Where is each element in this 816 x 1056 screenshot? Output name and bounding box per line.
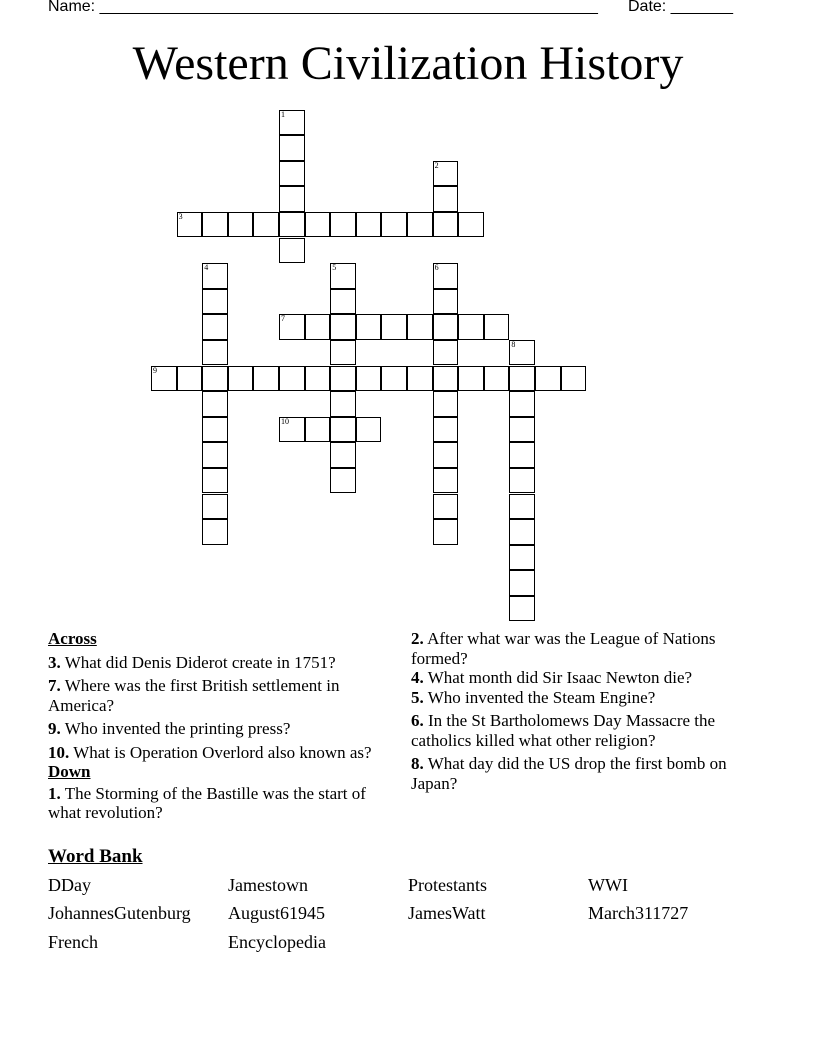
word-bank-item: August61945 <box>228 903 326 923</box>
crossword-cell[interactable] <box>305 314 331 340</box>
crossword-cell[interactable] <box>509 519 535 545</box>
crossword-cell[interactable] <box>433 494 459 520</box>
crossword-cell[interactable] <box>433 391 459 417</box>
crossword-cell[interactable] <box>228 366 254 392</box>
cell-number: 6 <box>434 263 439 273</box>
cell-number: 2 <box>434 160 439 170</box>
clue-number: 7. <box>48 676 61 695</box>
clue-number: 2. <box>411 629 424 648</box>
crossword-cell[interactable] <box>330 468 356 494</box>
date-field-label[interactable]: Date: _______ <box>628 0 733 15</box>
cell-number: 5 <box>332 263 337 273</box>
crossword-cell[interactable] <box>356 366 382 392</box>
crossword-cell[interactable] <box>330 442 356 468</box>
crossword-cell[interactable] <box>279 110 305 136</box>
clues-left-column <box>48 629 388 823</box>
clue-number: 4. <box>411 668 424 687</box>
crossword-cell[interactable] <box>279 212 305 238</box>
crossword-cell[interactable] <box>202 212 228 238</box>
crossword-cell[interactable] <box>305 212 331 238</box>
crossword-cell[interactable] <box>407 366 433 392</box>
clue-text: Who invented the printing press? <box>64 719 291 738</box>
word-bank-item: JamesWatt <box>408 903 486 923</box>
down-clue <box>411 668 751 688</box>
clue-text: Who invented the Steam Engine? <box>427 687 656 707</box>
crossword-cell[interactable] <box>202 442 228 468</box>
word-bank-item: WWI <box>588 875 628 895</box>
crossword-cell[interactable] <box>509 468 535 494</box>
crossword-cell[interactable] <box>279 417 305 443</box>
crossword-cell[interactable] <box>509 340 535 366</box>
down-clue <box>411 754 751 793</box>
crossword-cell[interactable] <box>279 186 305 212</box>
crossword-cell[interactable] <box>356 314 382 340</box>
clue-text: After what war was the League of Nations formed? <box>411 629 716 668</box>
crossword-cell[interactable] <box>433 468 459 494</box>
crossword-cell[interactable] <box>177 212 203 238</box>
crossword-cell[interactable] <box>509 570 535 596</box>
page-title: Western Civilization History <box>132 37 684 90</box>
crossword-cell[interactable] <box>202 494 228 520</box>
crossword-cell[interactable] <box>330 340 356 366</box>
crossword-cell[interactable] <box>433 212 459 238</box>
crossword-cell[interactable] <box>458 212 484 238</box>
crossword-cell[interactable] <box>433 314 459 340</box>
cell-number: 1 <box>281 109 285 119</box>
word-bank-item: DDay <box>48 875 91 895</box>
name-field-label[interactable]: Name: ________________________________________________________ <box>48 0 598 15</box>
crossword-cell[interactable] <box>407 314 433 340</box>
crossword-cell[interactable] <box>330 289 356 315</box>
crossword-cell[interactable] <box>433 263 459 289</box>
word-bank-item: French <box>48 932 98 952</box>
crossword-cell[interactable] <box>484 314 510 340</box>
crossword-cell[interactable] <box>433 442 459 468</box>
crossword-cell[interactable] <box>202 340 228 366</box>
crossword-cell[interactable] <box>228 212 254 238</box>
down-heading: Down <box>48 762 91 781</box>
clue-number: 1. <box>48 783 61 803</box>
crossword-cell[interactable] <box>433 417 459 443</box>
crossword-cell[interactable] <box>202 366 228 392</box>
crossword-cell[interactable] <box>509 391 535 417</box>
crossword-cell[interactable] <box>509 417 535 443</box>
cell-number: 3 <box>178 211 183 221</box>
cell-number: 8 <box>511 339 516 349</box>
crossword-cell[interactable] <box>305 366 331 392</box>
word-bank-item: Protestants <box>408 875 487 895</box>
crossword-cell[interactable] <box>279 238 305 264</box>
crossword-cell[interactable] <box>381 366 407 392</box>
clue-number: 5. <box>411 687 424 707</box>
crossword-cell[interactable] <box>202 314 228 340</box>
crossword-cell[interactable] <box>330 263 356 289</box>
crossword-cell[interactable] <box>330 314 356 340</box>
down-clue <box>411 629 751 668</box>
clue-text: In the St Bartholomews Day Massacre the catholics killed what other religion? <box>411 711 716 750</box>
crossword-cell[interactable] <box>253 212 279 238</box>
down-clue <box>411 711 751 750</box>
across-heading: Across <box>48 629 97 648</box>
crossword-cell[interactable] <box>509 366 535 392</box>
crossword-cell[interactable] <box>279 161 305 187</box>
crossword-cell[interactable] <box>330 366 356 392</box>
crossword-cell[interactable] <box>356 212 382 238</box>
crossword-cell[interactable] <box>561 366 587 392</box>
crossword-cell[interactable] <box>407 212 433 238</box>
crossword-cell[interactable] <box>202 417 228 443</box>
crossword-cell[interactable] <box>509 545 535 571</box>
crossword-cell[interactable] <box>433 161 459 187</box>
crossword-cell[interactable] <box>202 468 228 494</box>
crossword-cell[interactable] <box>433 186 459 212</box>
clue-number: 6. <box>411 711 424 730</box>
clue-text: The Storming of the Bastille was the start of what revolution? <box>48 783 366 822</box>
crossword-cell[interactable] <box>279 135 305 161</box>
down-clue <box>48 784 388 823</box>
crossword-cell[interactable] <box>381 212 407 238</box>
word-bank-heading: Word Bank <box>48 846 143 867</box>
word-bank-item: March311727 <box>588 903 689 923</box>
crossword-cell[interactable] <box>484 366 510 392</box>
word-bank-item: Jamestown <box>228 875 308 895</box>
crossword-cell[interactable] <box>433 340 459 366</box>
word-bank-item: Encyclopedia <box>228 932 326 952</box>
crossword-cell[interactable] <box>279 314 305 340</box>
crossword-cell[interactable] <box>330 391 356 417</box>
crossword-cell[interactable] <box>509 442 535 468</box>
crossword-cell[interactable] <box>151 366 177 392</box>
across-clue <box>48 676 388 715</box>
crossword-cell[interactable] <box>330 417 356 443</box>
clue-text: What month did Sir Isaac Newton die? <box>427 668 693 687</box>
crossword-cell[interactable] <box>202 519 228 545</box>
clue-number: 10. <box>48 742 70 762</box>
crossword-cell[interactable] <box>509 494 535 520</box>
crossword-cell[interactable] <box>535 366 561 392</box>
clue-number: 8. <box>411 754 424 773</box>
clue-text: What is Operation Overlord also known as? <box>73 742 372 762</box>
cell-number: 7 <box>281 314 285 324</box>
crossword-cell[interactable] <box>433 366 459 392</box>
down-clue <box>411 688 751 708</box>
crossword-cell[interactable] <box>279 366 305 392</box>
across-clue <box>48 743 388 763</box>
clue-number: 3. <box>48 652 61 672</box>
across-clue <box>48 653 388 673</box>
crossword-cell[interactable] <box>509 596 535 622</box>
crossword-cell[interactable] <box>305 417 331 443</box>
crossword-cell[interactable] <box>202 289 228 315</box>
clue-number: 9. <box>48 719 61 738</box>
crossword-cell[interactable] <box>177 366 203 392</box>
across-clue <box>48 719 388 739</box>
clue-text: What did Denis Diderot create in 1751? <box>64 652 336 672</box>
crossword-cell[interactable] <box>458 366 484 392</box>
crossword-cell[interactable] <box>330 212 356 238</box>
cell-number: 10 <box>281 416 289 426</box>
crossword-cell[interactable] <box>433 289 459 315</box>
crossword-cell[interactable] <box>458 314 484 340</box>
word-bank-item: JohannesGutenburg <box>48 903 191 923</box>
cell-number: 9 <box>153 365 157 375</box>
crossword-cell[interactable] <box>356 417 382 443</box>
clue-text: Where was the first British settlement in America? <box>48 676 340 715</box>
crossword-cell[interactable] <box>433 519 459 545</box>
crossword-cell[interactable] <box>202 263 228 289</box>
cell-number: 4 <box>204 263 209 273</box>
clue-text: What day did the US drop the first bomb on Japan? <box>411 754 727 793</box>
crossword-cell[interactable] <box>202 391 228 417</box>
crossword-cell[interactable] <box>381 314 407 340</box>
crossword-cell[interactable] <box>253 366 279 392</box>
clues-right-column <box>411 629 751 793</box>
